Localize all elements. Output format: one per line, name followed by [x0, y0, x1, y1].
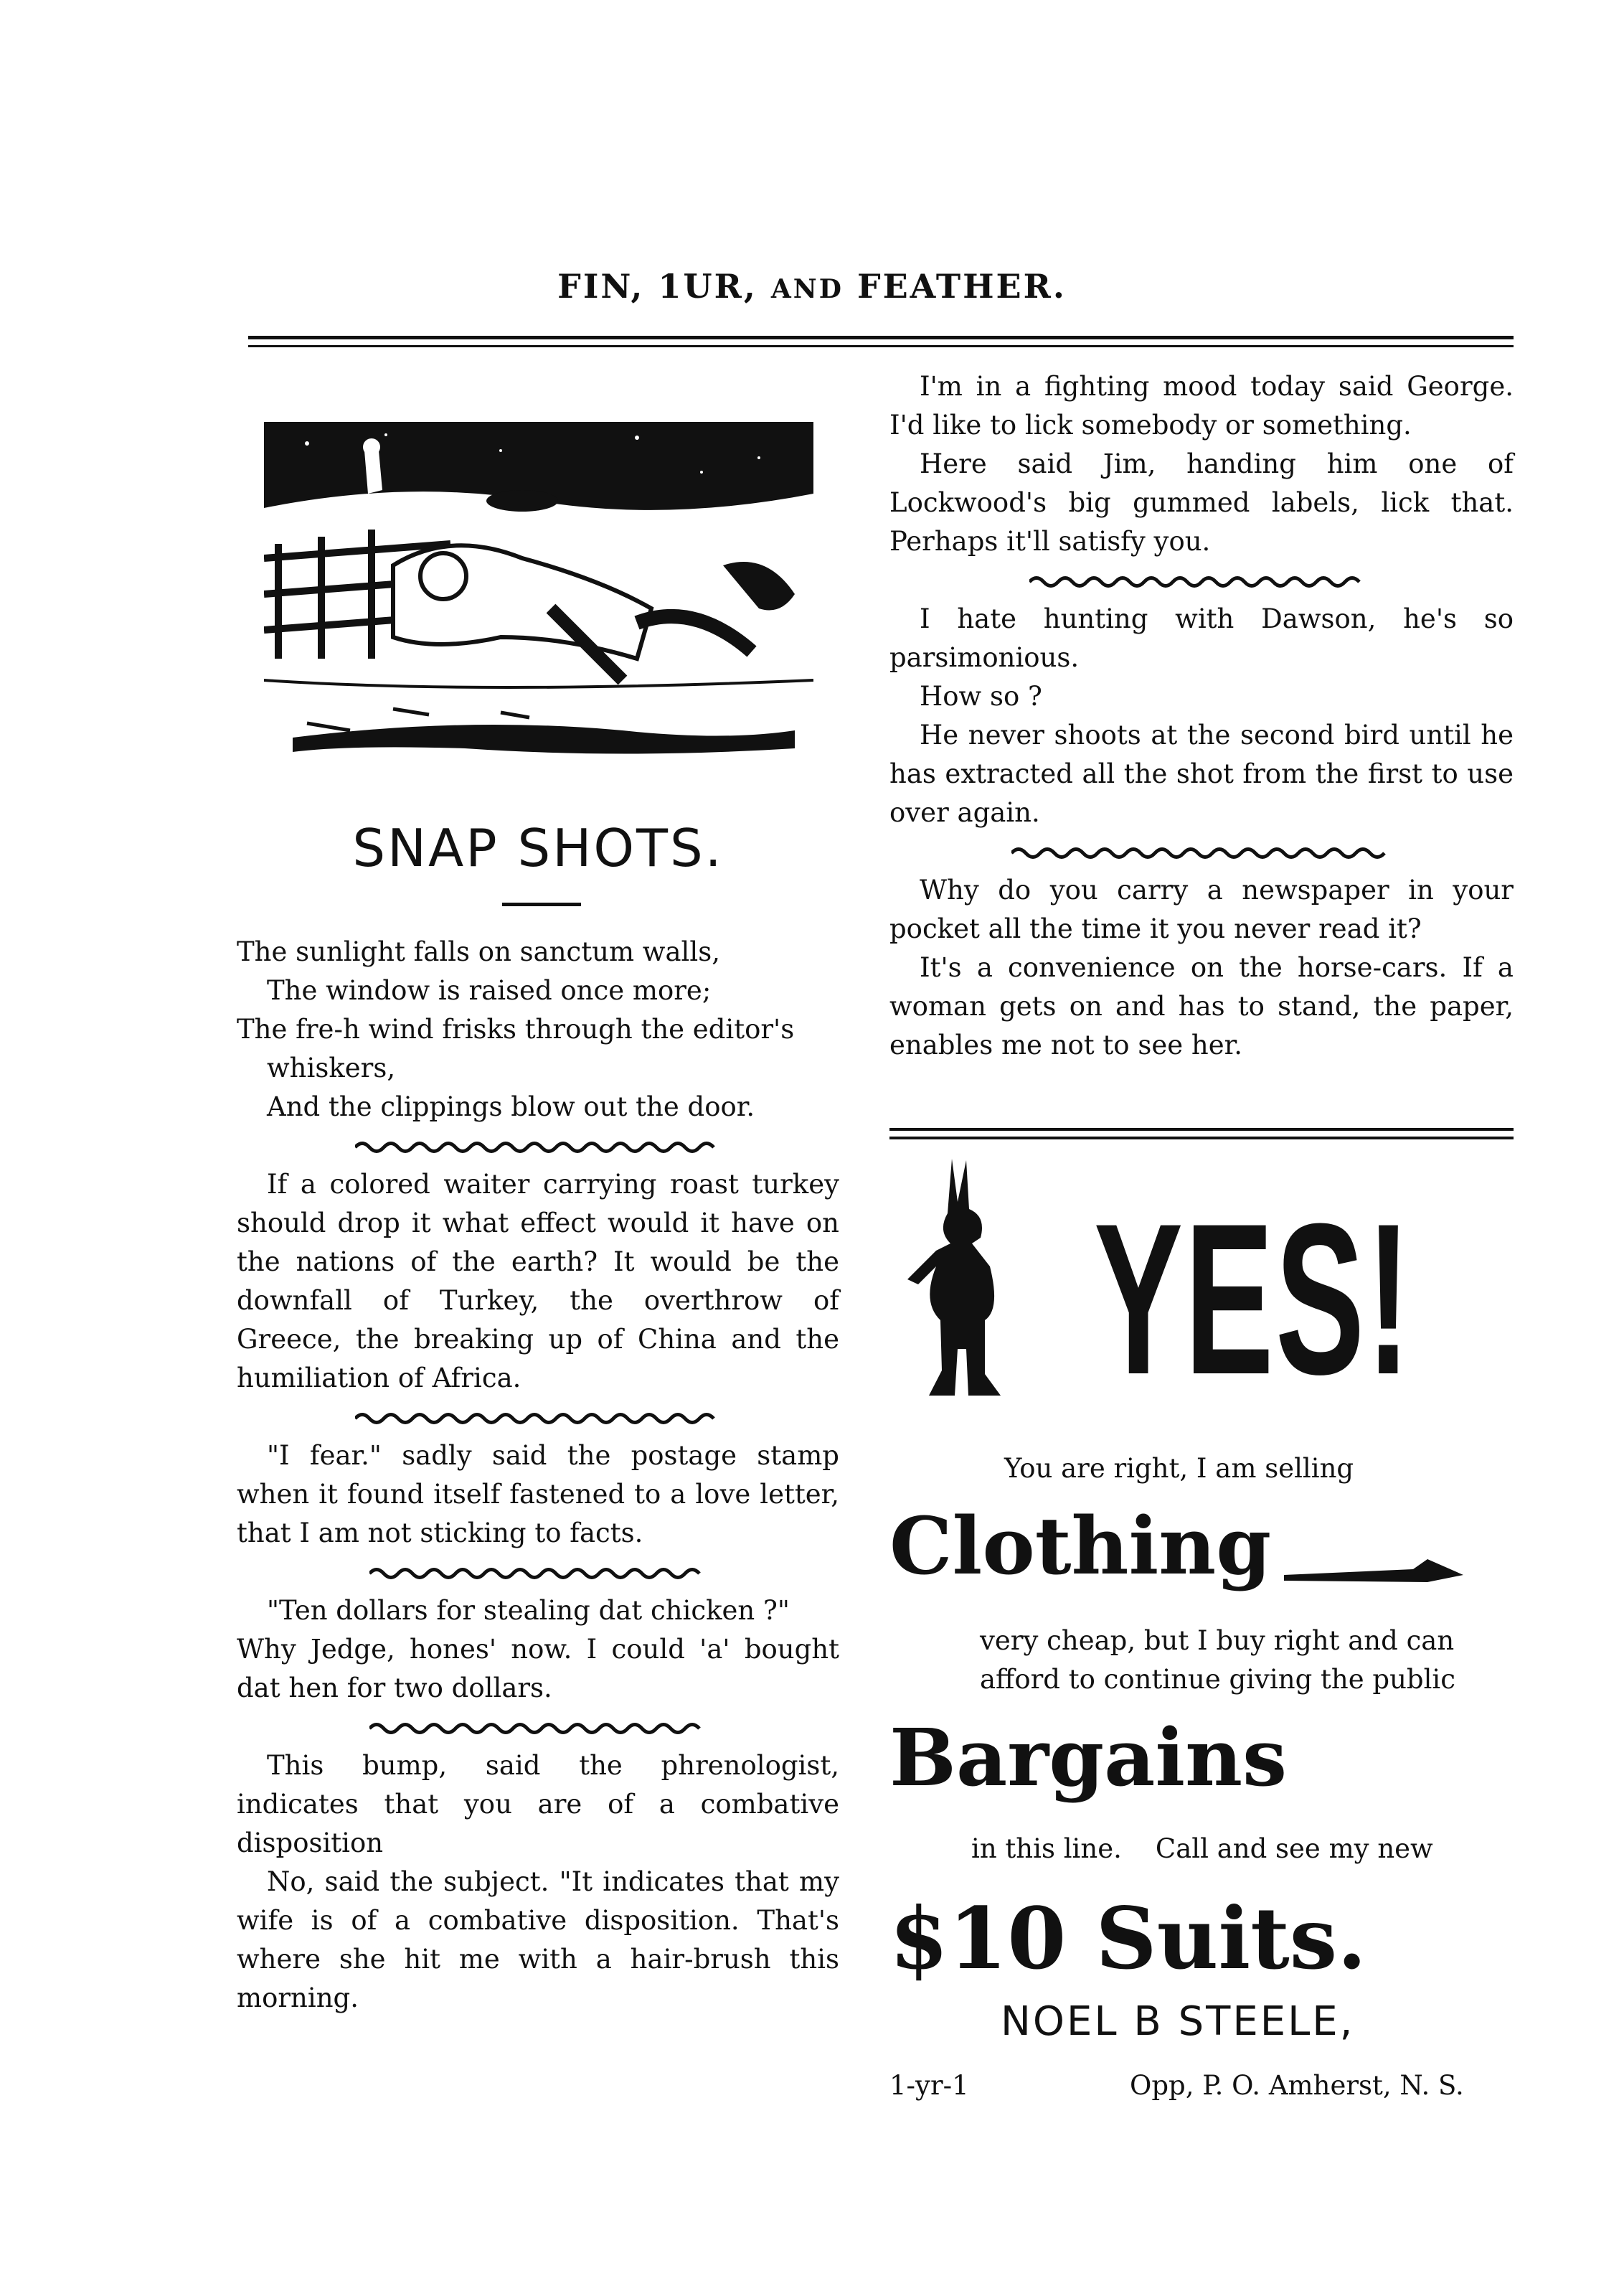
running-head-fin: FIN,	[557, 267, 658, 306]
poem-line: The sunlight falls on sanctum walls,	[237, 936, 720, 967]
wave-divider	[1011, 845, 1392, 861]
title-rule	[502, 903, 581, 906]
merchant-address: Opp, P. O. Amherst, N. S.	[1130, 2070, 1464, 2101]
running-head	[0, 267, 1624, 306]
chicken-joke-answer: Why Jedge, hones' now. I could 'a' bought dat hen for two dollars.	[237, 1634, 839, 1703]
top-rule-upper	[248, 336, 1514, 339]
phrenologist-joke-reply: No, said the subject. "It indicates that my wife is of a combative disposition. That's where she hit me with a hair-brush this morning.	[237, 1866, 839, 2013]
hunting-joke: I hate hunting with Dawson, he's so parsimonious.	[889, 603, 1514, 673]
chicken-joke-question: "Ten dollars for stealing dat chicken ?"	[267, 1595, 790, 1626]
newspaper-joke-reply: It's a convenience on the horse-cars. If a woman gets on and has to stand, the paper, enables me not to see her.	[889, 952, 1514, 1060]
poem-line: And the clippings blow out the door.	[267, 1091, 755, 1122]
hunting-joke-answer: He never shoots at the second bird until he has extracted all the shot from the first to use over again.	[889, 720, 1514, 828]
left-column	[237, 933, 839, 2018]
ad-line-afford: afford to continue giving the public	[980, 1664, 1455, 1695]
hunting-joke-question: How so ?	[920, 681, 1042, 712]
clothing-headline: Clothing	[889, 1500, 1272, 1592]
stamp-joke: "I fear." sadly said the postage stamp when it found itself fastened to a love letter, that I am not sticking to facts.	[237, 1440, 839, 1548]
phrenologist-joke: This bump, said the phrenologist, indicates that you are of a combative disposition	[237, 1750, 839, 1858]
wave-divider	[1029, 574, 1374, 590]
wave-divider	[369, 1566, 707, 1581]
turkey-joke: If a colored waiter carrying roast turkey should drop it what effect would it have on the nations of the earth? It would be the downfall of Turkey, the overthrow of Greece, the breaking up of China and the humiliation of Africa.	[237, 1169, 839, 1393]
fight-joke: I'm in a fighting mood today said George. I'd like to lick somebody or something.	[889, 371, 1514, 441]
pointing-hand-icon	[1284, 1553, 1470, 1589]
running-head-and: AND	[770, 274, 844, 304]
ad-rule-lower	[889, 1137, 1514, 1139]
wave-divider	[355, 1139, 721, 1155]
ad-line-call: in this line. Call and see my new	[971, 1833, 1433, 1864]
newspaper-joke: Why do you carry a newspaper in your pocket all the time it you never read it?	[889, 875, 1514, 944]
poem-line: The fre-h wind frisks through the editor's whiskers,	[237, 1014, 795, 1083]
elf-figure-illustration	[900, 1159, 1029, 1403]
yes-headline: YES!	[1094, 1178, 1413, 1419]
hunting-scene-illustration	[264, 422, 813, 795]
ad-line-selling: You are right, I am selling	[1004, 1453, 1354, 1484]
running-head-feather: FEATHER.	[856, 267, 1067, 306]
section-title: SNAP SHOTS.	[352, 818, 724, 878]
suits-headline: $10 Suits.	[889, 1888, 1367, 1988]
running-head-fur: 1UR,	[658, 267, 757, 306]
ad-code: 1-yr-1	[889, 2070, 969, 2101]
wave-divider	[369, 1721, 707, 1736]
top-rule-lower	[248, 345, 1514, 347]
bargains-headline: Bargains	[889, 1711, 1288, 1804]
wave-divider	[355, 1411, 721, 1426]
poem-line: The window is raised once more;	[267, 975, 712, 1006]
fight-joke-reply: Here said Jim, handing him one of Lockwood's big gummed labels, lick that. Perhaps it'll satisfy you.	[889, 448, 1514, 557]
poem	[237, 933, 839, 1126]
right-column	[889, 367, 1514, 1065]
ad-line-cheap: very cheap, but I buy right and can	[980, 1625, 1455, 1656]
ad-rule-upper	[889, 1128, 1514, 1131]
merchant-name: NOEL B STEELE,	[1001, 1998, 1355, 2045]
